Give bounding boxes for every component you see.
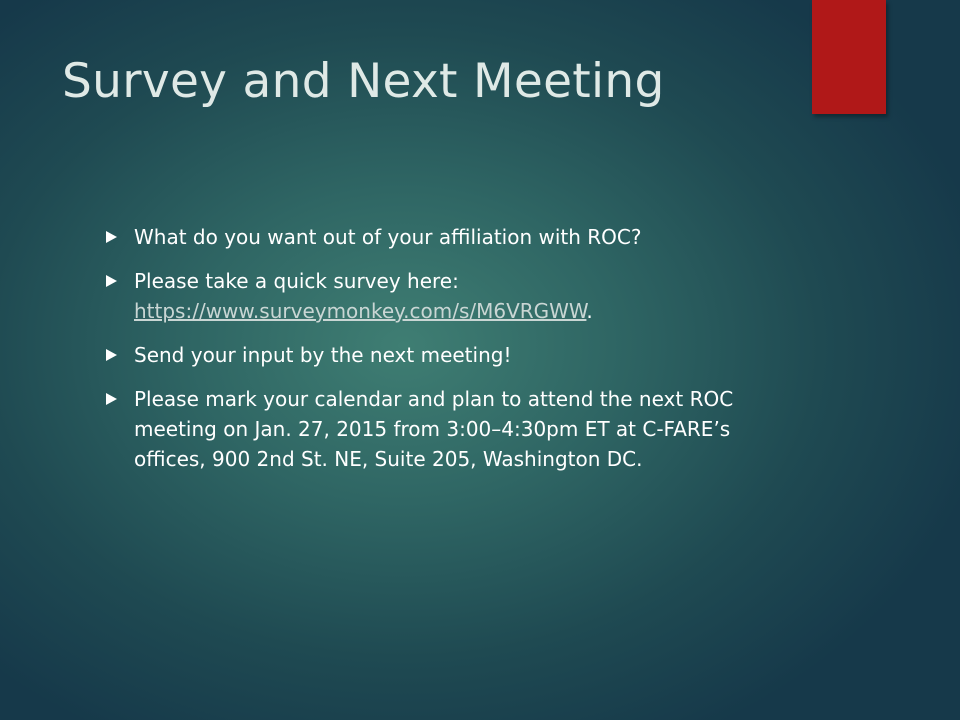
bullet-item-survey — [104, 266, 804, 326]
bullet-text: Send your input by the next meeting! — [134, 343, 512, 367]
accent-bar — [812, 0, 886, 114]
slide-title: Survey and Next Meeting — [62, 54, 665, 109]
bullet-text: What do you want out of your affiliation with ROC? — [134, 225, 642, 249]
bullet-list — [104, 222, 804, 488]
survey-link[interactable]: https://www.surveymonkey.com/s/M6VRGWW — [134, 299, 587, 323]
triangle-right-icon — [106, 231, 117, 243]
triangle-right-icon — [106, 275, 117, 287]
triangle-right-icon — [106, 393, 117, 405]
bullet-item-affiliation — [104, 222, 804, 252]
bullet-text: Please take a quick survey here: — [134, 269, 459, 293]
triangle-right-icon — [106, 349, 117, 361]
bullet-text: Please mark your calendar and plan to attend the next ROC meeting on Jan. 27, 2015 from 3:00–4:30pm ET at C-FARE’s offices, 900 2nd St. NE, Suite 205, Washington DC. — [134, 387, 734, 471]
bullet-item-input — [104, 340, 804, 370]
bullet-item-meeting — [104, 384, 804, 474]
bullet-text-suffix: . — [586, 299, 593, 323]
